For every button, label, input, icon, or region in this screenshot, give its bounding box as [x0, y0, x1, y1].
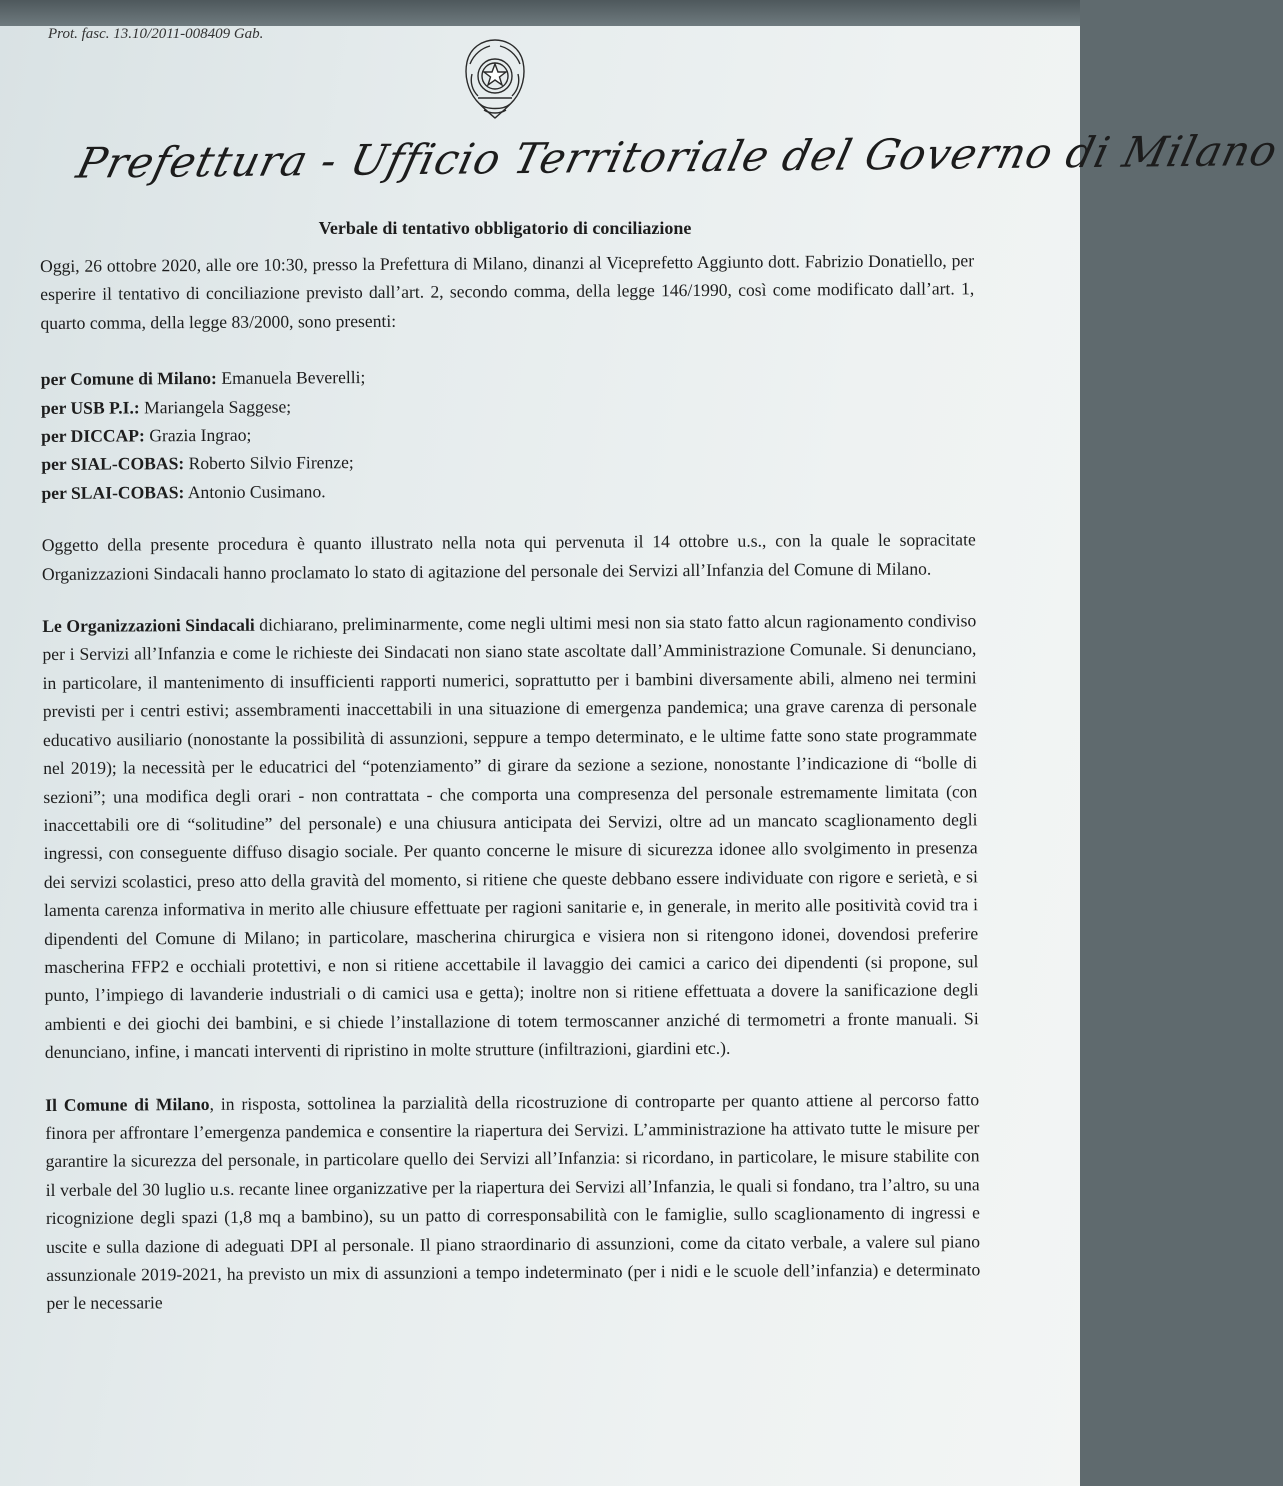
comune-paragraph — [45, 1085, 980, 1318]
party-name: Emanuela Beverelli; — [221, 367, 366, 389]
party-name: Mariangela Saggese; — [144, 396, 292, 417]
unions-lead: Le Organizzazioni Sindacali — [42, 614, 255, 637]
object-paragraph: Oggetto della presente procedura è quanto illustrato nella nota qui pervenuta il 14 ottobre u.s., con la quale le sopracitate Organizzazioni Sindacali hanno proclamato lo stato di agitazione del personale dei Servizi all’Infanzia del Comune di Milano. — [41, 529, 976, 584]
unions-text: dichiarano, preliminarmente, come negli ultimi mesi non sia stato fatto alcun ragionamento condiviso per i Servizi all’Infanzia e come le richieste dei Sindacati non siano state ascoltate dall’Amministrazione Comunale. Si denunciano, in particolare, il mantenimento di insufficienti rapporti numerici, soprattutto per i bambini diversamente abili, almeno nei termini previsti per i centri estivi; assembramenti inaccettabili in una situazione di emergenza pandemica; una grave carenza di personale educativo ausiliario (nonostante la possibilità di assunzioni, seppure a tempo determinato, e le ultime fatte sono state programmate nel 2019); la necessità per le educatrici del “potenziamento” di girare da sezione a sezione, nonostante l’indicazione di “bolle di sezioni”; una modifica degli orari - non contrattata - che comporta una compresenza del personale estremamente limitata (con inaccettabili ore di “solitudine” del personale) e una chiusura anticipata dei Servizi, oltre ad un mancato scaglionamento degli ingressi, con conseguente diffuso disagio sociale. Per quanto concerne le misure di sicurezza idonee allo svolgimento in presenza dei servizi scolastici, preso atto della gravità del momento, si ritiene che queste debbano essere individuate con rigore e serietà, e si lamenta carenza informativa in merito alle chiusure effettuate per ragioni sanitarie e, in generale, in merito alle positività covid tra i dipendenti del Comune di Milano; in particolare, mascherina chirurgica e visiera non si ritengono idonei, dovendosi preferire mascherina FFP2 e occhiali protettivi, e non si ritiene accettabile il lavaggio dei camici a carico dei dipendenti (si propone, sul punto, l’impiego di lavanderie industriali o di camici usa e getta); inoltre non si ritiene effettuata a dovere la sanificazione degli ambienti e dei giochi dei bambini, e si chiede l’installazione di totem termoscanner anziché di termometri a fronte manuali. Si denunciano, infine, i mancati interventi di ripristino in molte strutture (infiltrazioni, giardini etc.). — [42, 610, 979, 1063]
document-page — [0, 26, 1283, 1486]
top-bar — [0, 0, 1080, 28]
party-name: Roberto Silvio Firenze; — [188, 452, 354, 474]
document-title: Verbale di tentativo obbligatorio di conciliazione — [318, 218, 692, 238]
comune-text: , in risposta, sottolinea la parzialità della ricostruzione di controparte per quanto attiene al percorso fatto finora per affrontare l’emergenza pandemica e consentire la riapertura dei Servizi. L’amministrazione ha attivato tutte le misure per garantire la sicurezza del personale, in particolare quello dei Servizi all’Infanzia: si ricordano, in particolare, le misure stabilite con il verbale del 30 luglio u.s. recante linee organizzative per la riapertura dei Servizi all’Infanzia, le quali si fondano, tra l’altro, su una ricognizione degli spazi (1,8 mq a bambino), su un patto di corresponsabilità con le famiglie, sullo scaglionamento di ingressi e uscite e sulla dazione di adeguati DPI al personale. Il piano straordinario di assunzioni, come da citato verbale, a valere sul piano assunzionale 2019-2021, ha previsto un mix di assunzioni a tempo indeterminato (per i nidi e le scuole dell’infanzia) e determinato per le necessarie — [45, 1088, 981, 1314]
party-label: per DICCAP: — [41, 425, 145, 447]
protocol-number: Prot. fasc. 13.10/2011-008409 Gab. — [48, 26, 264, 42]
party-name: Antonio Cusimano. — [187, 481, 326, 502]
comune-lead: Il Comune di Milano — [45, 1093, 210, 1115]
party-label: per SLAI-COBAS: — [41, 481, 185, 503]
italian-republic-emblem-icon — [456, 34, 534, 126]
party-label: per USB P.I.: — [40, 397, 140, 418]
unions-paragraph — [42, 606, 979, 1066]
party-label: per Comune di Milano: — [40, 368, 217, 390]
document-body — [40, 246, 980, 1317]
party-label: per SIAL-COBAS: — [41, 453, 185, 475]
intro-paragraph: Oggi, 26 ottobre 2020, alle ore 10:30, presso la Prefettura di Milano, dinanzi al Viceprefetto Aggiunto dott. Fabrizio Donatiello, per esperire il tentativo di conciliazione previsto dall’art. 2, secondo comma, della legge 146/1990, così come modificato dall’art. 1, quarto comma, della legge 83/2000, sono presenti: — [40, 250, 975, 333]
party-name: Grazia Ingrao; — [149, 424, 252, 446]
office-heading: Prefettura - Ufficio Territoriale del Governo di Milano — [72, 125, 1283, 188]
